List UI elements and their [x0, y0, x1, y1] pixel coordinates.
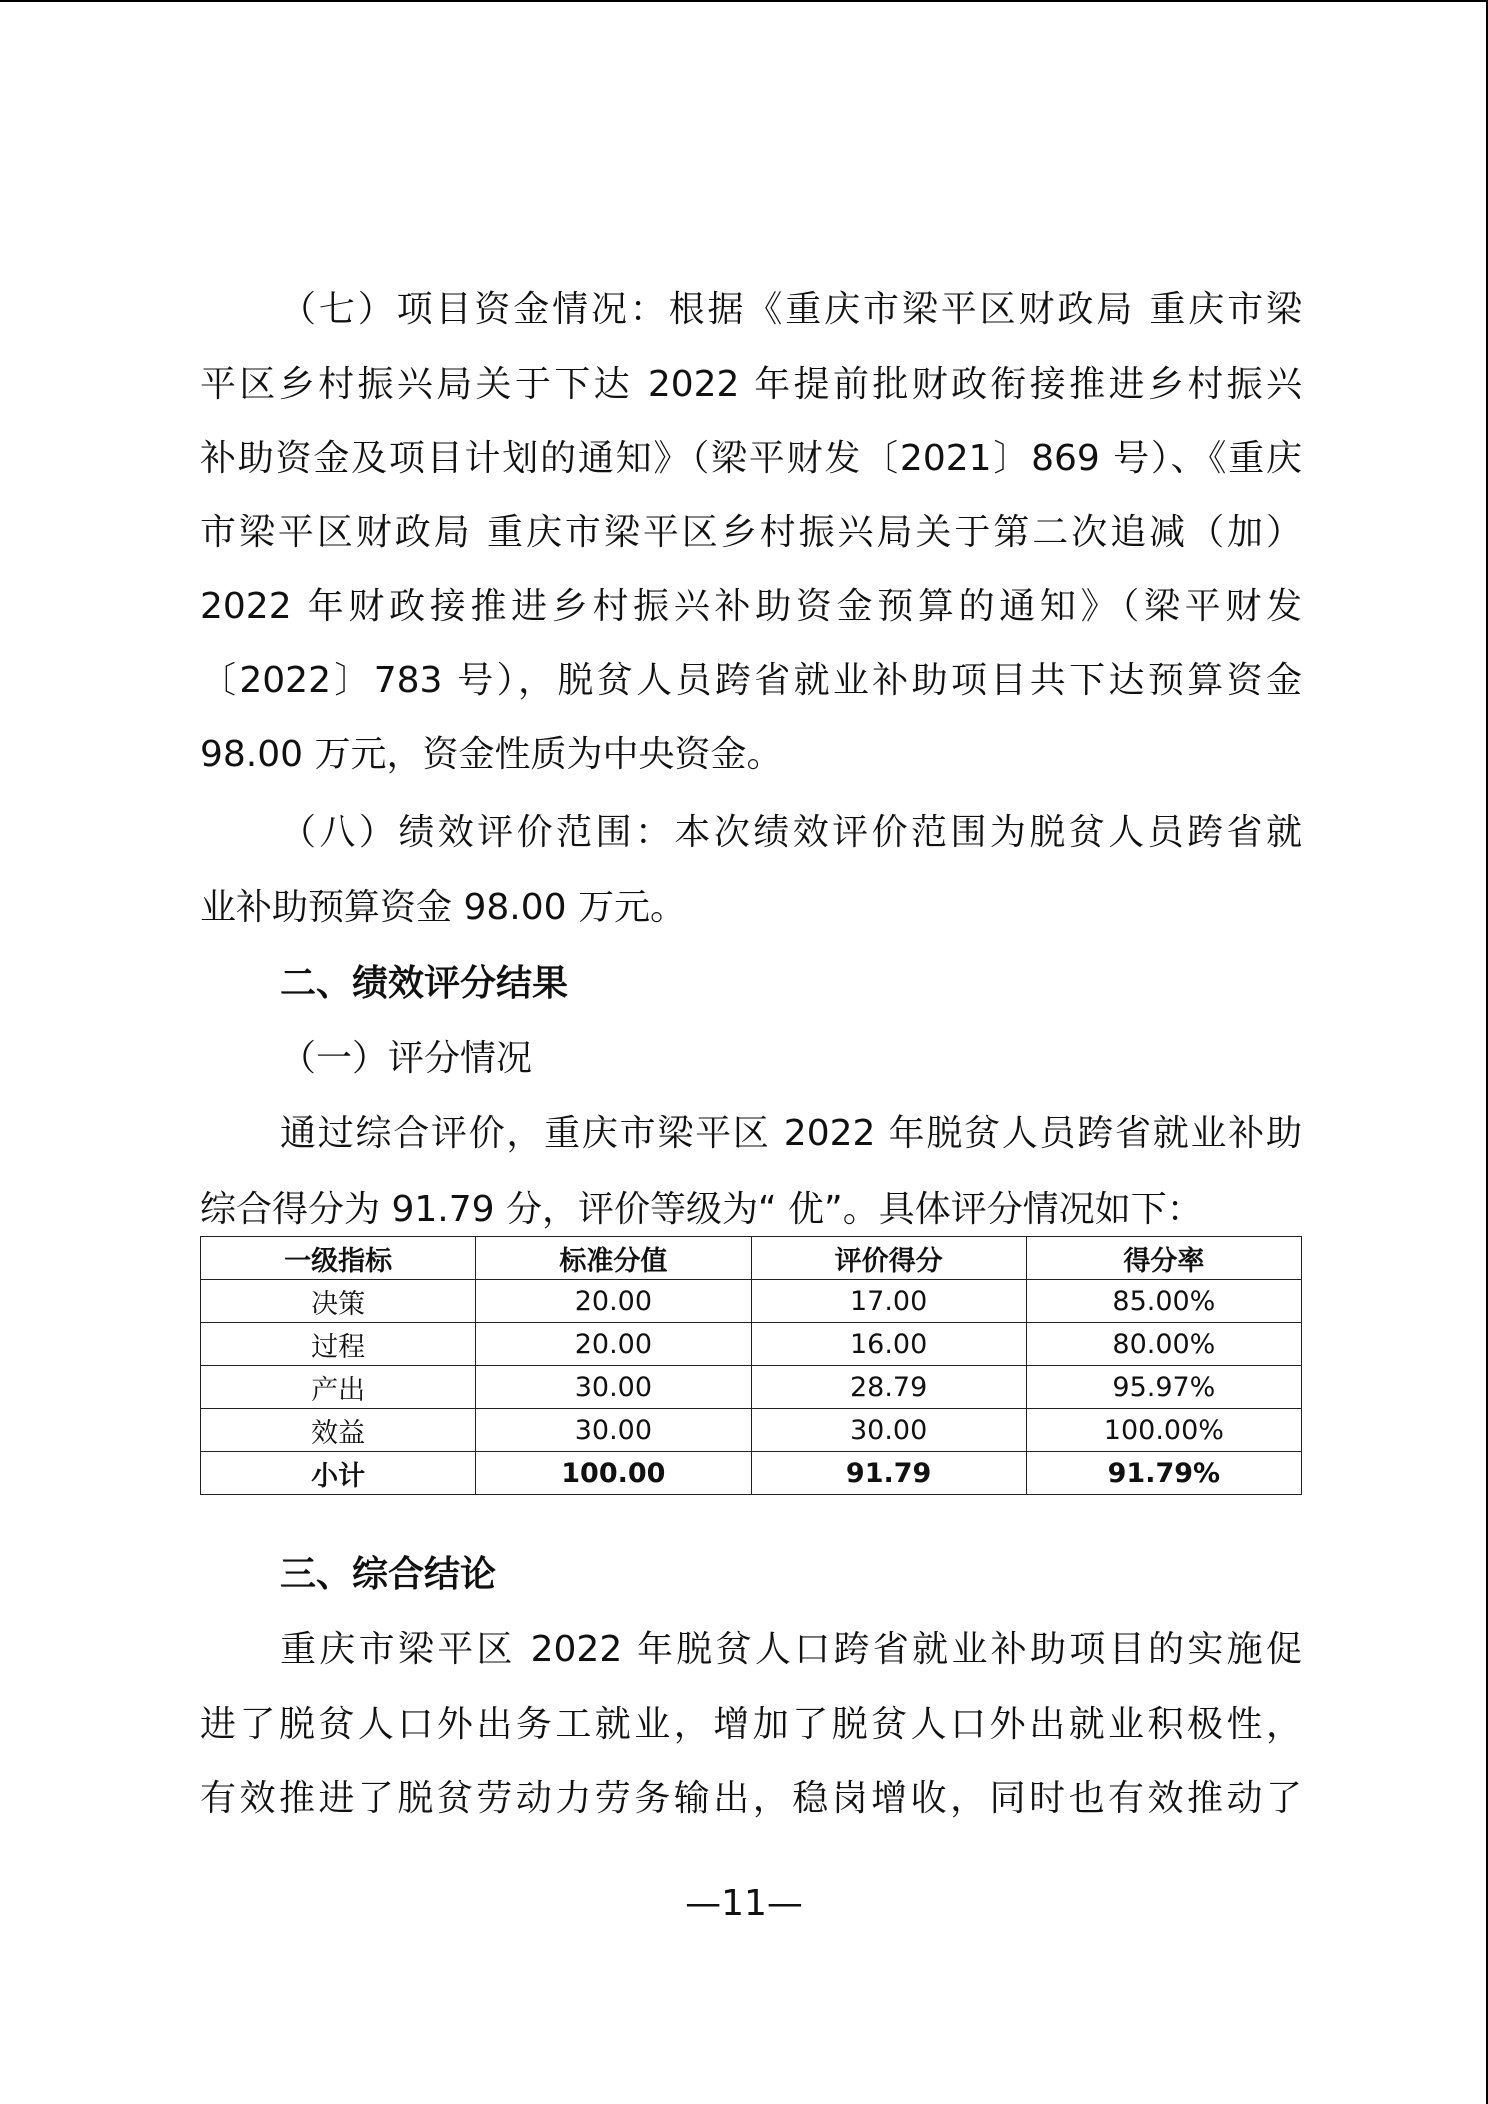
table-cell: 小计	[201, 1452, 476, 1495]
table-cell: 30.00	[476, 1409, 751, 1452]
table-cell: 17.00	[751, 1280, 1026, 1323]
para7-line-6: 〔2022〕783 号），脱贫人员跨省就业补助项目共下达预算资金	[200, 660, 1302, 701]
conclusion-line-3: 有效推进了脱贫劳动力劳务输出，稳岗增收，同时也有效推动了	[200, 1778, 1302, 1819]
table-cell: 95.97%	[1026, 1366, 1301, 1409]
table-cell: 100.00	[476, 1452, 751, 1495]
section-title-3: 三、综合结论	[280, 1554, 497, 1595]
table-header-row	[201, 1237, 1302, 1280]
table-cell: 20.00	[476, 1280, 751, 1323]
table-header-cell: 一级指标	[201, 1237, 476, 1280]
top-border	[0, 0, 1488, 2]
table-cell: 30.00	[751, 1409, 1026, 1452]
table-cell: 16.00	[751, 1323, 1026, 1366]
table-row	[201, 1409, 1302, 1452]
para8-line-1: （八）绩效评价范围：本次绩效评价范围为脱贫人员跨省就	[280, 812, 1302, 853]
para7-line-2: 平区乡村振兴局关于下达 2022 年提前批财政衔接推进乡村振兴	[200, 364, 1302, 405]
score-line-2: 综合得分为 91.79 分，评价等级为“ 优”。具体评分情况如下：	[200, 1189, 1203, 1230]
para7-line-4: 市梁平区财政局 重庆市梁平区乡村振兴局关于第二次追减（加）	[200, 512, 1302, 553]
para8-line-2: 业补助预算资金 98.00 万元。	[200, 887, 686, 928]
conclusion-line-2: 进了脱贫人口外出务工就业，增加了脱贫人口外出就业积极性，	[200, 1704, 1302, 1745]
table-cell: 效益	[201, 1409, 476, 1452]
table-row	[201, 1323, 1302, 1366]
table-cell: 85.00%	[1026, 1280, 1301, 1323]
score-table	[200, 1236, 1302, 1495]
table-row	[201, 1280, 1302, 1323]
table-header-cell: 标准分值	[476, 1237, 751, 1280]
table-header-cell: 得分率	[1026, 1237, 1301, 1280]
section-title-2: 二、绩效评分结果	[280, 963, 569, 1004]
table-cell: 100.00%	[1026, 1409, 1301, 1452]
table-cell: 过程	[201, 1323, 476, 1366]
para7-line-5: 2022 年财政接推进乡村振兴补助资金预算的通知》（梁平财发	[200, 586, 1302, 627]
conclusion-line-1: 重庆市梁平区 2022 年脱贫人口跨省就业补助项目的实施促	[280, 1629, 1302, 1670]
table-total-row	[201, 1452, 1302, 1495]
para7-line-3: 补助资金及项目计划的通知》（梁平财发〔2021〕869 号）、《重庆	[200, 438, 1302, 479]
table-row	[201, 1366, 1302, 1409]
table-cell: 决策	[201, 1280, 476, 1323]
table-header-cell: 评价得分	[751, 1237, 1026, 1280]
table-cell: 80.00%	[1026, 1323, 1301, 1366]
table-cell: 产出	[201, 1366, 476, 1409]
table-cell: 20.00	[476, 1323, 751, 1366]
score-line-1: 通过综合评价，重庆市梁平区 2022 年脱贫人员跨省就业补助	[280, 1113, 1302, 1154]
table-cell: 91.79%	[1026, 1452, 1301, 1495]
subsection-title-1: （一）评分情况	[280, 1038, 533, 1079]
table-cell: 30.00	[476, 1366, 751, 1409]
table-cell: 28.79	[751, 1366, 1026, 1409]
page-number: —11—	[685, 1883, 803, 1924]
para7-line-7: 98.00 万元，资金性质为中央资金。	[200, 734, 783, 775]
table-cell: 91.79	[751, 1452, 1026, 1495]
para7-line-1: （七）项目资金情况：根据《重庆市梁平区财政局 重庆市梁	[280, 289, 1302, 330]
